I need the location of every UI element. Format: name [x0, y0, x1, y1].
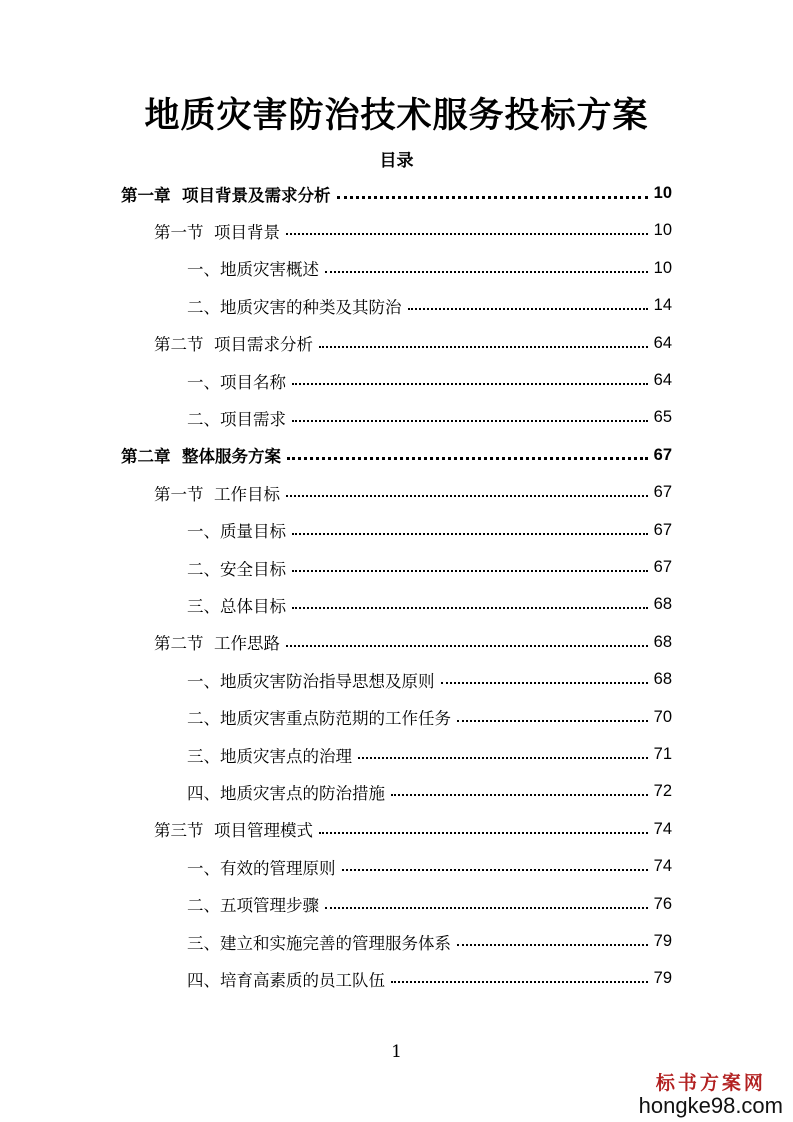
toc-entry-label: 二、安全目标: [187, 559, 286, 579]
toc-entry-chapter-1[interactable]: [121, 175, 672, 212]
toc-entry-page: 70: [653, 707, 672, 726]
toc-entry-page: 64: [653, 333, 672, 352]
toc-heading: 目录: [379, 151, 414, 171]
toc-dot-leader: [457, 720, 648, 722]
toc-entry-subsection[interactable]: [187, 773, 672, 810]
toc-entry-label: 第一节 工作目标: [154, 484, 280, 504]
toc-entry-page: 10: [653, 221, 672, 240]
toc-entry-page: 10: [653, 184, 672, 202]
toc-entry-section[interactable]: [154, 325, 672, 362]
toc-entry-label: 一、有效的管理原则: [187, 858, 336, 878]
toc-entry-subsection[interactable]: [187, 848, 672, 885]
toc-entry-section[interactable]: [154, 474, 672, 511]
toc-entry-subsection[interactable]: [187, 549, 672, 586]
toc-entry-section[interactable]: [154, 811, 672, 848]
toc-entry-label: 三、建立和实施完善的管理服务体系: [187, 933, 451, 953]
toc-dot-leader: [325, 271, 648, 273]
toc-dot-leader: [342, 869, 648, 871]
toc-entry-page: 79: [653, 969, 672, 988]
toc-dot-leader: [292, 420, 648, 422]
toc-dot-leader: [441, 682, 648, 684]
toc-entry-label: 一、地质灾害防治指导思想及原则: [187, 671, 435, 691]
toc-entry-label: 一、地质灾害概述: [187, 260, 319, 280]
toc-entry-page: 68: [653, 632, 672, 651]
toc-entry-page: 72: [653, 782, 672, 801]
toc-entry-page: 65: [653, 408, 672, 427]
toc-entry-label: 第一节 项目背景: [154, 222, 280, 242]
toc-dot-leader: [408, 308, 648, 310]
toc-entry-page: 68: [653, 670, 672, 689]
toc-dot-leader: [292, 383, 648, 385]
toc-entry-section[interactable]: [154, 212, 672, 249]
toc-dot-leader: [319, 832, 648, 834]
toc-dot-leader: [292, 533, 648, 535]
toc-dot-leader: [319, 346, 648, 348]
toc-entry-subsection[interactable]: [187, 586, 672, 623]
toc-dot-leader: [286, 233, 648, 235]
toc-entry-page: 67: [653, 445, 672, 464]
toc-dot-leader: [292, 570, 648, 572]
toc-entry-subsection[interactable]: [187, 512, 672, 549]
toc-dot-leader: [286, 495, 648, 497]
toc-entry-page: 14: [653, 296, 672, 315]
toc-dot-leader: [325, 907, 648, 909]
toc-entry-label: 二、项目需求: [187, 409, 286, 429]
toc-dot-leader: [457, 944, 648, 946]
toc-entry-page: 67: [653, 558, 672, 576]
toc-dot-leader: [292, 607, 648, 609]
toc-dot-leader: [391, 794, 648, 796]
toc-entry-label: 四、地质灾害点的防治措施: [187, 783, 385, 803]
site-watermark: [639, 1068, 783, 1119]
toc-entry-subsection[interactable]: [187, 886, 672, 923]
toc-dot-leader: [286, 645, 648, 647]
toc-entry-label: 一、项目名称: [187, 372, 286, 392]
toc-entry-page: 10: [653, 258, 672, 277]
page-number: 1: [391, 1042, 402, 1062]
toc-entry-subsection[interactable]: [187, 699, 672, 736]
toc-entry-label: 四、培育高素质的员工队伍: [187, 970, 385, 990]
toc-entry-page: 74: [653, 819, 672, 838]
toc-entry-page: 67: [653, 483, 672, 502]
toc-entry-section[interactable]: [154, 624, 672, 661]
toc-entry-page: 67: [653, 520, 672, 539]
toc-dot-leader: [391, 981, 648, 983]
toc-entry-subsection[interactable]: [187, 287, 672, 324]
toc-entry-label: 第一章 项目背景及需求分析: [121, 185, 331, 205]
toc-entry-label: 第三节 项目管理模式: [154, 821, 313, 841]
toc-dot-leader: [337, 196, 648, 199]
toc-dot-leader: [358, 757, 648, 759]
toc-entry-label: 第二节 工作思路: [154, 634, 280, 654]
toc-entry-label: 二、地质灾害的种类及其防治: [187, 297, 402, 317]
toc-entry-page: 71: [653, 745, 672, 763]
toc-entry-page: 79: [653, 932, 672, 950]
toc-entry-page: 76: [653, 894, 672, 913]
toc-entry-subsection[interactable]: [187, 923, 672, 960]
toc-entry-label: 三、地质灾害点的治理: [187, 746, 352, 766]
toc-entry-subsection[interactable]: [187, 399, 672, 436]
toc-entry-subsection[interactable]: [187, 362, 672, 399]
toc-entry-page: 74: [653, 857, 672, 876]
toc-entry-page: 68: [653, 595, 672, 614]
document-title: 地质灾害防治技术服务投标方案: [144, 96, 649, 136]
watermark-domain: hongke98.com: [638, 1093, 783, 1118]
toc-entry-subsection[interactable]: [187, 960, 672, 997]
toc-entry-subsection[interactable]: [187, 250, 672, 287]
toc-entry-label: 第二章 整体服务方案: [121, 447, 281, 467]
toc-entry-page: 64: [653, 371, 672, 389]
toc-entry-label: 二、地质灾害重点防范期的工作任务: [187, 709, 451, 729]
toc-entry-chapter-2[interactable]: [121, 437, 672, 474]
toc-dot-leader: [287, 457, 648, 460]
toc-entry-label: 二、五项管理步骤: [187, 896, 319, 916]
toc-entry-subsection[interactable]: [187, 736, 672, 773]
toc-entry-subsection[interactable]: [187, 661, 672, 698]
toc-entry-label: 一、质量目标: [187, 522, 286, 542]
toc-entry-label: 第二节 项目需求分析: [154, 335, 313, 355]
toc-entry-label: 三、总体目标: [187, 596, 286, 616]
watermark-name: 标书方案网: [655, 1072, 766, 1094]
